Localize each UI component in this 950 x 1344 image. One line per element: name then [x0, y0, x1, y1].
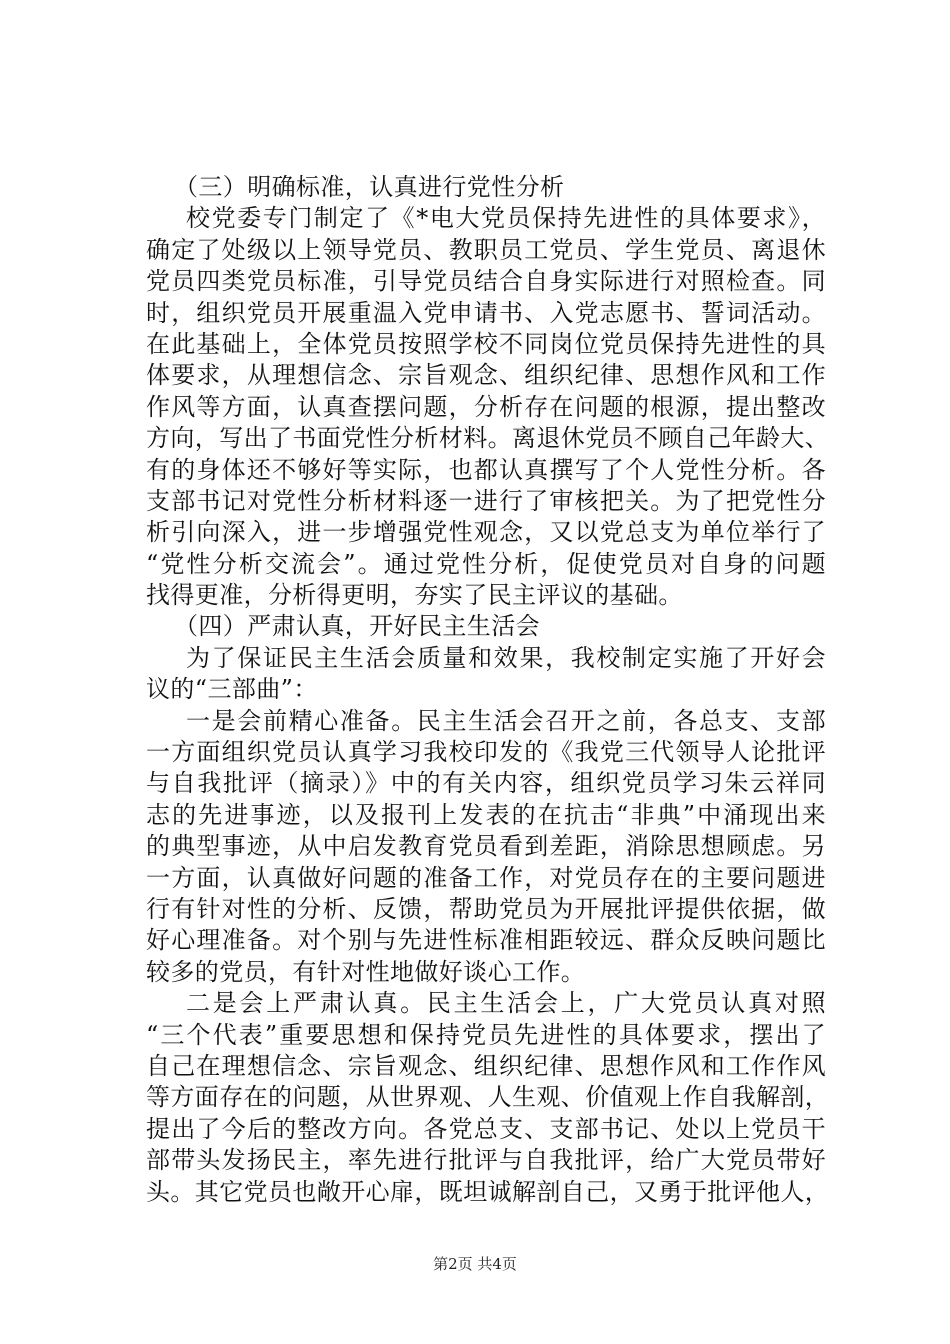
paragraph-line: 体要求，从理想信念、宗旨观念、组织纪律、思想作风和工作	[146, 361, 826, 390]
paragraph-line: 作风等方面，认真查摆问题，分析存在问题的根源，提出整改	[146, 392, 826, 421]
step1-paragraph	[146, 706, 826, 989]
paragraph-line: 找得更准，分析得更明，夯实了民主评议的基础。	[146, 581, 683, 610]
paragraph-line: 一方面组织党员认真学习我校印发的《我党三代领导人论批评	[146, 738, 826, 767]
paragraph-line: 好心理准备。对个别与先进性标准相距较远、群众反映问题比	[146, 926, 826, 955]
document-body	[146, 172, 830, 1208]
paragraph-line: 等方面存在的问题，从世界观、人生观、价值观上作自我解剖，	[146, 1083, 830, 1112]
paragraph-line: 与自我批评（摘录）》中的有关内容，组织党员学习朱云祥同	[146, 769, 826, 798]
paragraph-line: 一是会前精心准备。民主生活会召开之前，各总支、支部	[186, 706, 826, 735]
paragraph-line: 方向，写出了书面党性分析材料。离退休党员不顾自己年龄大、	[146, 424, 830, 453]
paragraph-line: “三个代表”重要思想和保持党员先进性的具体要求，摆出了	[146, 1020, 826, 1049]
section3-paragraph	[146, 203, 830, 611]
paragraph-line: “党性分析交流会”。通过党性分析，促使党员对自身的问题	[146, 549, 826, 578]
paragraph-line: 时，组织党员开展重温入党申请书、入党志愿书、誓词活动。	[146, 298, 826, 327]
paragraph-line: 为了保证民主生活会质量和效果，我校制定实施了开好会	[186, 643, 826, 672]
paragraph-line: 的典型事迹，从中启发教育党员看到差距，消除思想顾虑。另	[146, 832, 826, 861]
section4-intro-paragraph	[146, 643, 826, 706]
paragraph-line: 议的“三部曲”：	[146, 675, 318, 704]
paragraph-line: 较多的党员，有针对性地做好谈心工作。	[146, 957, 586, 986]
paragraph-line: 校党委专门制定了《*电大党员保持先进性的具体要求》，	[186, 204, 826, 233]
section-heading: （三）明确标准，认真进行党性分析	[174, 173, 565, 201]
paragraph-line: 党员四类党员标准，引导党员结合自身实际进行对照检查。同	[146, 267, 826, 296]
paragraph-line: 自己在理想信念、宗旨观念、组织纪律、思想作风和工作作风	[146, 1051, 826, 1080]
paragraph-line: 头。其它党员也敞开心扉，既坦诚解剖自己，又勇于批评他人，	[146, 1177, 830, 1206]
step2-paragraph	[146, 988, 830, 1208]
paragraph-line: 部带头发扬民主，率先进行批评与自我批评，给广大党员带好	[146, 1146, 826, 1175]
paragraph-line: 二是会上严肃认真。民主生活会上，广大党员认真对照	[186, 989, 826, 1018]
page-footer: 第2页 共4页	[433, 1255, 517, 1273]
paragraph-line: 析引向深入，进一步增强党性观念，又以党总支为单位举行了	[146, 518, 826, 547]
paragraph-line: 确定了处级以上领导党员、教职员工党员、学生党员、离退休	[146, 235, 826, 264]
paragraph-line: 支部书记对党性分析材料逐一进行了审核把关。为了把党性分	[146, 486, 826, 515]
paragraph-line: 有的身体还不够好等实际，也都认真撰写了个人党性分析。各	[146, 455, 826, 484]
section-heading: （四）严肃认真，开好民主生活会	[174, 612, 540, 641]
paragraph-line: 提出了今后的整改方向。各党总支、支部书记、处以上党员干	[146, 1114, 826, 1143]
paragraph-line: 在此基础上，全体党员按照学校不同岗位党员保持先进性的具	[146, 329, 826, 358]
paragraph-line: 行有针对性的分析、反馈，帮助党员为开展批评提供依据，做	[146, 894, 826, 923]
paragraph-line: 一方面，认真做好问题的准备工作，对党员存在的主要问题进	[146, 863, 826, 892]
paragraph-line: 志的先进事迹，以及报刊上发表的在抗击“非典”中涌现出来	[146, 800, 826, 829]
